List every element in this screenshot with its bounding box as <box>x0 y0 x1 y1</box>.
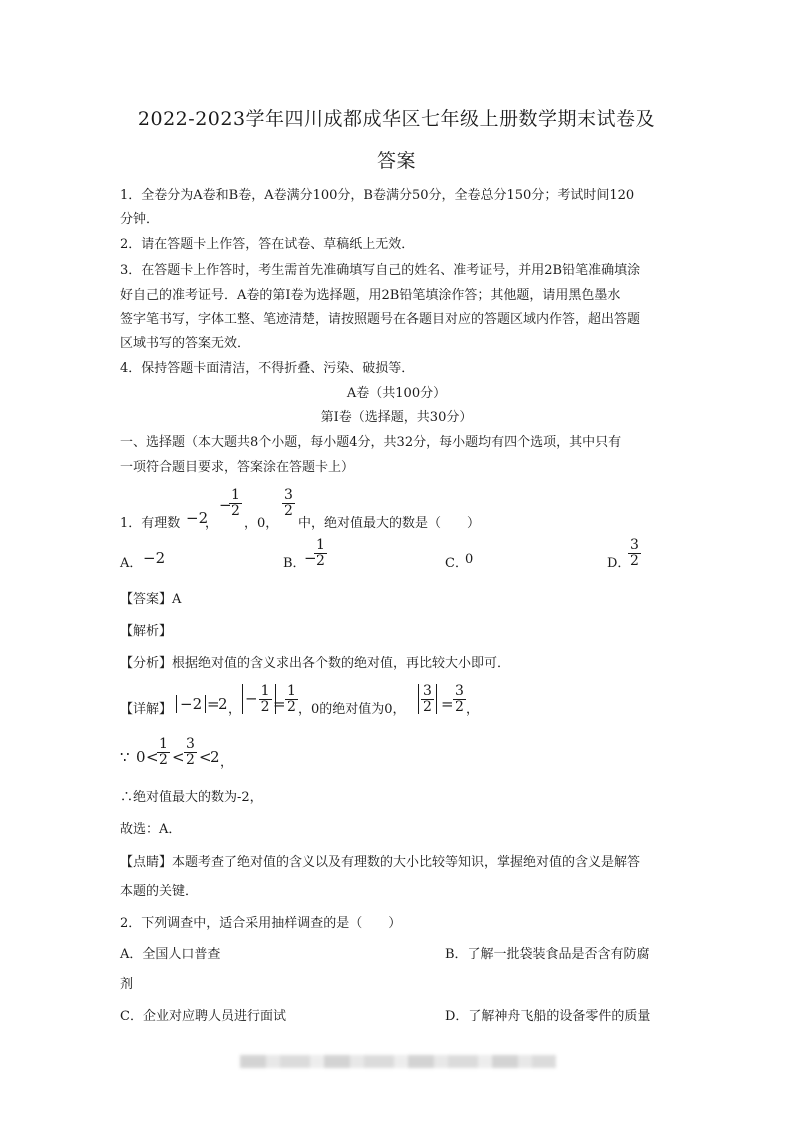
instruction-2: 2．请在答题卡上作答，答在试卷、草稿纸上无效． <box>120 237 415 252</box>
instruction-1: 1．全卷分为A卷和B卷，A卷满分100分，B卷满分50分，全卷总分150分；考试时间120 <box>120 188 635 203</box>
fraction-numerator: 1 <box>159 736 168 752</box>
q1-dianjing-tag: 【点睛】 <box>120 855 173 870</box>
q1-option-b-neg: − <box>304 549 317 567</box>
fraction-denominator: 2 <box>423 698 432 715</box>
q1-eq-2: = <box>273 695 286 713</box>
fraction-numerator: 3 <box>630 537 639 553</box>
q1-stem-prefix: 1．有理数 <box>120 516 181 531</box>
doc-title-line2: 答案 <box>376 150 416 172</box>
q1-lt-2: < <box>172 748 185 766</box>
q1-zero: 0 <box>136 748 146 766</box>
blurred-footer-watermark <box>240 1055 556 1068</box>
q1-fenxi <box>120 652 510 671</box>
instruction-4: 4．保持答题卡面清洁，不得折叠、污染、破损等． <box>120 361 415 376</box>
q1-stem-neg-sign: − <box>219 496 232 514</box>
q1-comma-2: ， <box>466 702 480 717</box>
q1-comma-1: ， <box>228 702 242 717</box>
instruction-3-cont3: 区域书写的答案无效． <box>120 336 251 351</box>
fraction-denominator: 2 <box>630 552 639 569</box>
q1-dianjing-cont: 本题的关键． <box>120 884 199 899</box>
fraction-denominator: 2 <box>260 698 270 715</box>
fraction-numerator: 3 <box>455 683 464 699</box>
q1-three-halves <box>452 684 467 714</box>
fraction-denominator: 2 <box>455 698 464 715</box>
fraction-denominator: 2 <box>287 698 296 715</box>
q2-stem: 2．下列调查中，适合采用抽样调查的是（ ） <box>120 916 402 931</box>
q1-fenxi-text: 根据绝对值的含义求出各个数的绝对值，再比较大小即可． <box>172 656 511 671</box>
fraction-denominator: 2 <box>231 502 240 519</box>
q2-option-b-cont: 剂 <box>120 977 134 992</box>
q2-option-d: D．了解神舟飞船的设备零件的质量 <box>445 1009 651 1024</box>
q1-stem-three-halves <box>281 488 296 518</box>
fraction-denominator: 2 <box>284 502 293 519</box>
q1-option-d-fraction <box>627 538 642 568</box>
q1-stem-neg-half <box>228 488 243 518</box>
fraction-numerator: 3 <box>284 487 293 503</box>
q1-jiexi-tag: 【解析】 <box>120 624 173 639</box>
fraction-numerator: 1 <box>287 683 296 699</box>
q2-option-c: C．企业对应聘人员进行面试 <box>120 1009 286 1024</box>
q1-eq-3: = <box>441 695 454 713</box>
q1-comma-3: ， <box>220 755 234 770</box>
fraction-numerator: 1 <box>260 683 270 699</box>
fraction-numerator: 3 <box>186 736 195 752</box>
q1-lt-3: < <box>199 748 212 766</box>
section-a-heading: A卷（共100分） <box>346 386 447 401</box>
abs-value-bars <box>418 684 437 714</box>
fraction-denominator: 2 <box>316 552 325 569</box>
negative-sign: − <box>245 689 258 708</box>
q1-therefore: ∴绝对值最大的数为-2， <box>120 790 263 805</box>
q1-option-c-label: C． <box>445 556 468 571</box>
q1-ineq-2: 2 <box>210 748 220 766</box>
q1-because-symbol: ∵ <box>120 748 130 766</box>
q1-ineq-half <box>156 737 171 767</box>
q1-stem-neg2: −2 <box>186 509 209 527</box>
part-heading-cont: 一项符合题目要求，答案涂在答题卡上） <box>120 460 355 475</box>
q1-fenxi-tag: 【分析】 <box>120 656 173 671</box>
abs-value-bars: −2 <box>176 695 206 713</box>
q2-option-a: A．全国人口普查 <box>120 947 221 962</box>
q1-half <box>284 684 299 714</box>
q1-option-a-value: −2 <box>143 549 166 567</box>
q1-stem-comma: ， <box>205 516 219 531</box>
q1-dianjing <box>120 851 640 870</box>
doc-title-line1: 2022-2023学年四川成都成华区七年级上册数学期末试卷及 <box>137 108 656 130</box>
q1-ineq-three-halves <box>183 737 198 767</box>
part-heading: 一、选择题（本大题共8个小题，每小题4分，共32分，每小题均有四个选项，其中只有 <box>120 435 622 450</box>
fraction-denominator: 2 <box>159 751 168 768</box>
q1-dianjing-text: 本题考查了绝对值的含义以及有理数的大小比较等知识，掌握绝对值的含义是解答 <box>172 855 641 870</box>
fraction-numerator: 3 <box>423 683 432 699</box>
q1-option-c-value: 0 <box>465 552 474 567</box>
abs-value-bars <box>242 684 276 714</box>
q1-stem-zero: ，0， <box>244 516 279 531</box>
q1-answer: 【答案】A <box>120 592 182 607</box>
q1-option-b-label: B． <box>283 556 306 571</box>
q1-mid-text: ，0的绝对值为0， <box>298 702 406 717</box>
instruction-3-cont1: 好自己的准考证号．A卷的第Ⅰ卷为选择题，用2B铅笔填涂作答；其他题，请用黑色墨水 <box>120 288 621 303</box>
fraction-numerator: 1 <box>316 537 325 553</box>
q1-guxuan: 故选：A． <box>120 822 182 837</box>
q1-abs-neg2 <box>176 694 206 713</box>
q2-option-b: B．了解一批袋装食品是否含有防腐 <box>445 947 650 962</box>
instruction-1-cont: 分钟． <box>120 212 160 227</box>
q1-lt-1: < <box>146 748 159 766</box>
q1-eq-1: = <box>207 695 220 713</box>
q1-abs-neg-half <box>242 684 276 714</box>
section-1-heading: 第Ⅰ卷（选择题，共30分） <box>320 410 473 425</box>
q1-option-a-label: A． <box>120 556 143 571</box>
q1-xiangjie-tag: 【详解】 <box>120 702 173 717</box>
q1-stem-suffix: 中，绝对值最大的数是（ ） <box>298 516 481 531</box>
fraction-numerator: 1 <box>231 487 240 503</box>
q1-val-2: 2 <box>218 695 228 713</box>
q1-option-d-label: D． <box>607 556 631 571</box>
q1-abs-three-halves <box>418 684 437 714</box>
instruction-3-cont2: 签字笔书写，字体工整、笔迹清楚，请按照题号在各题目对应的答题区域内作答，超出答题 <box>120 312 641 327</box>
fraction-denominator: 2 <box>186 751 195 768</box>
instruction-3: 3．在答题卡上作答时，考生需首先准确填写自己的姓名、准考证号，并用2B铅笔准确填涂 <box>120 263 641 278</box>
q1-option-b-fraction <box>313 538 328 568</box>
